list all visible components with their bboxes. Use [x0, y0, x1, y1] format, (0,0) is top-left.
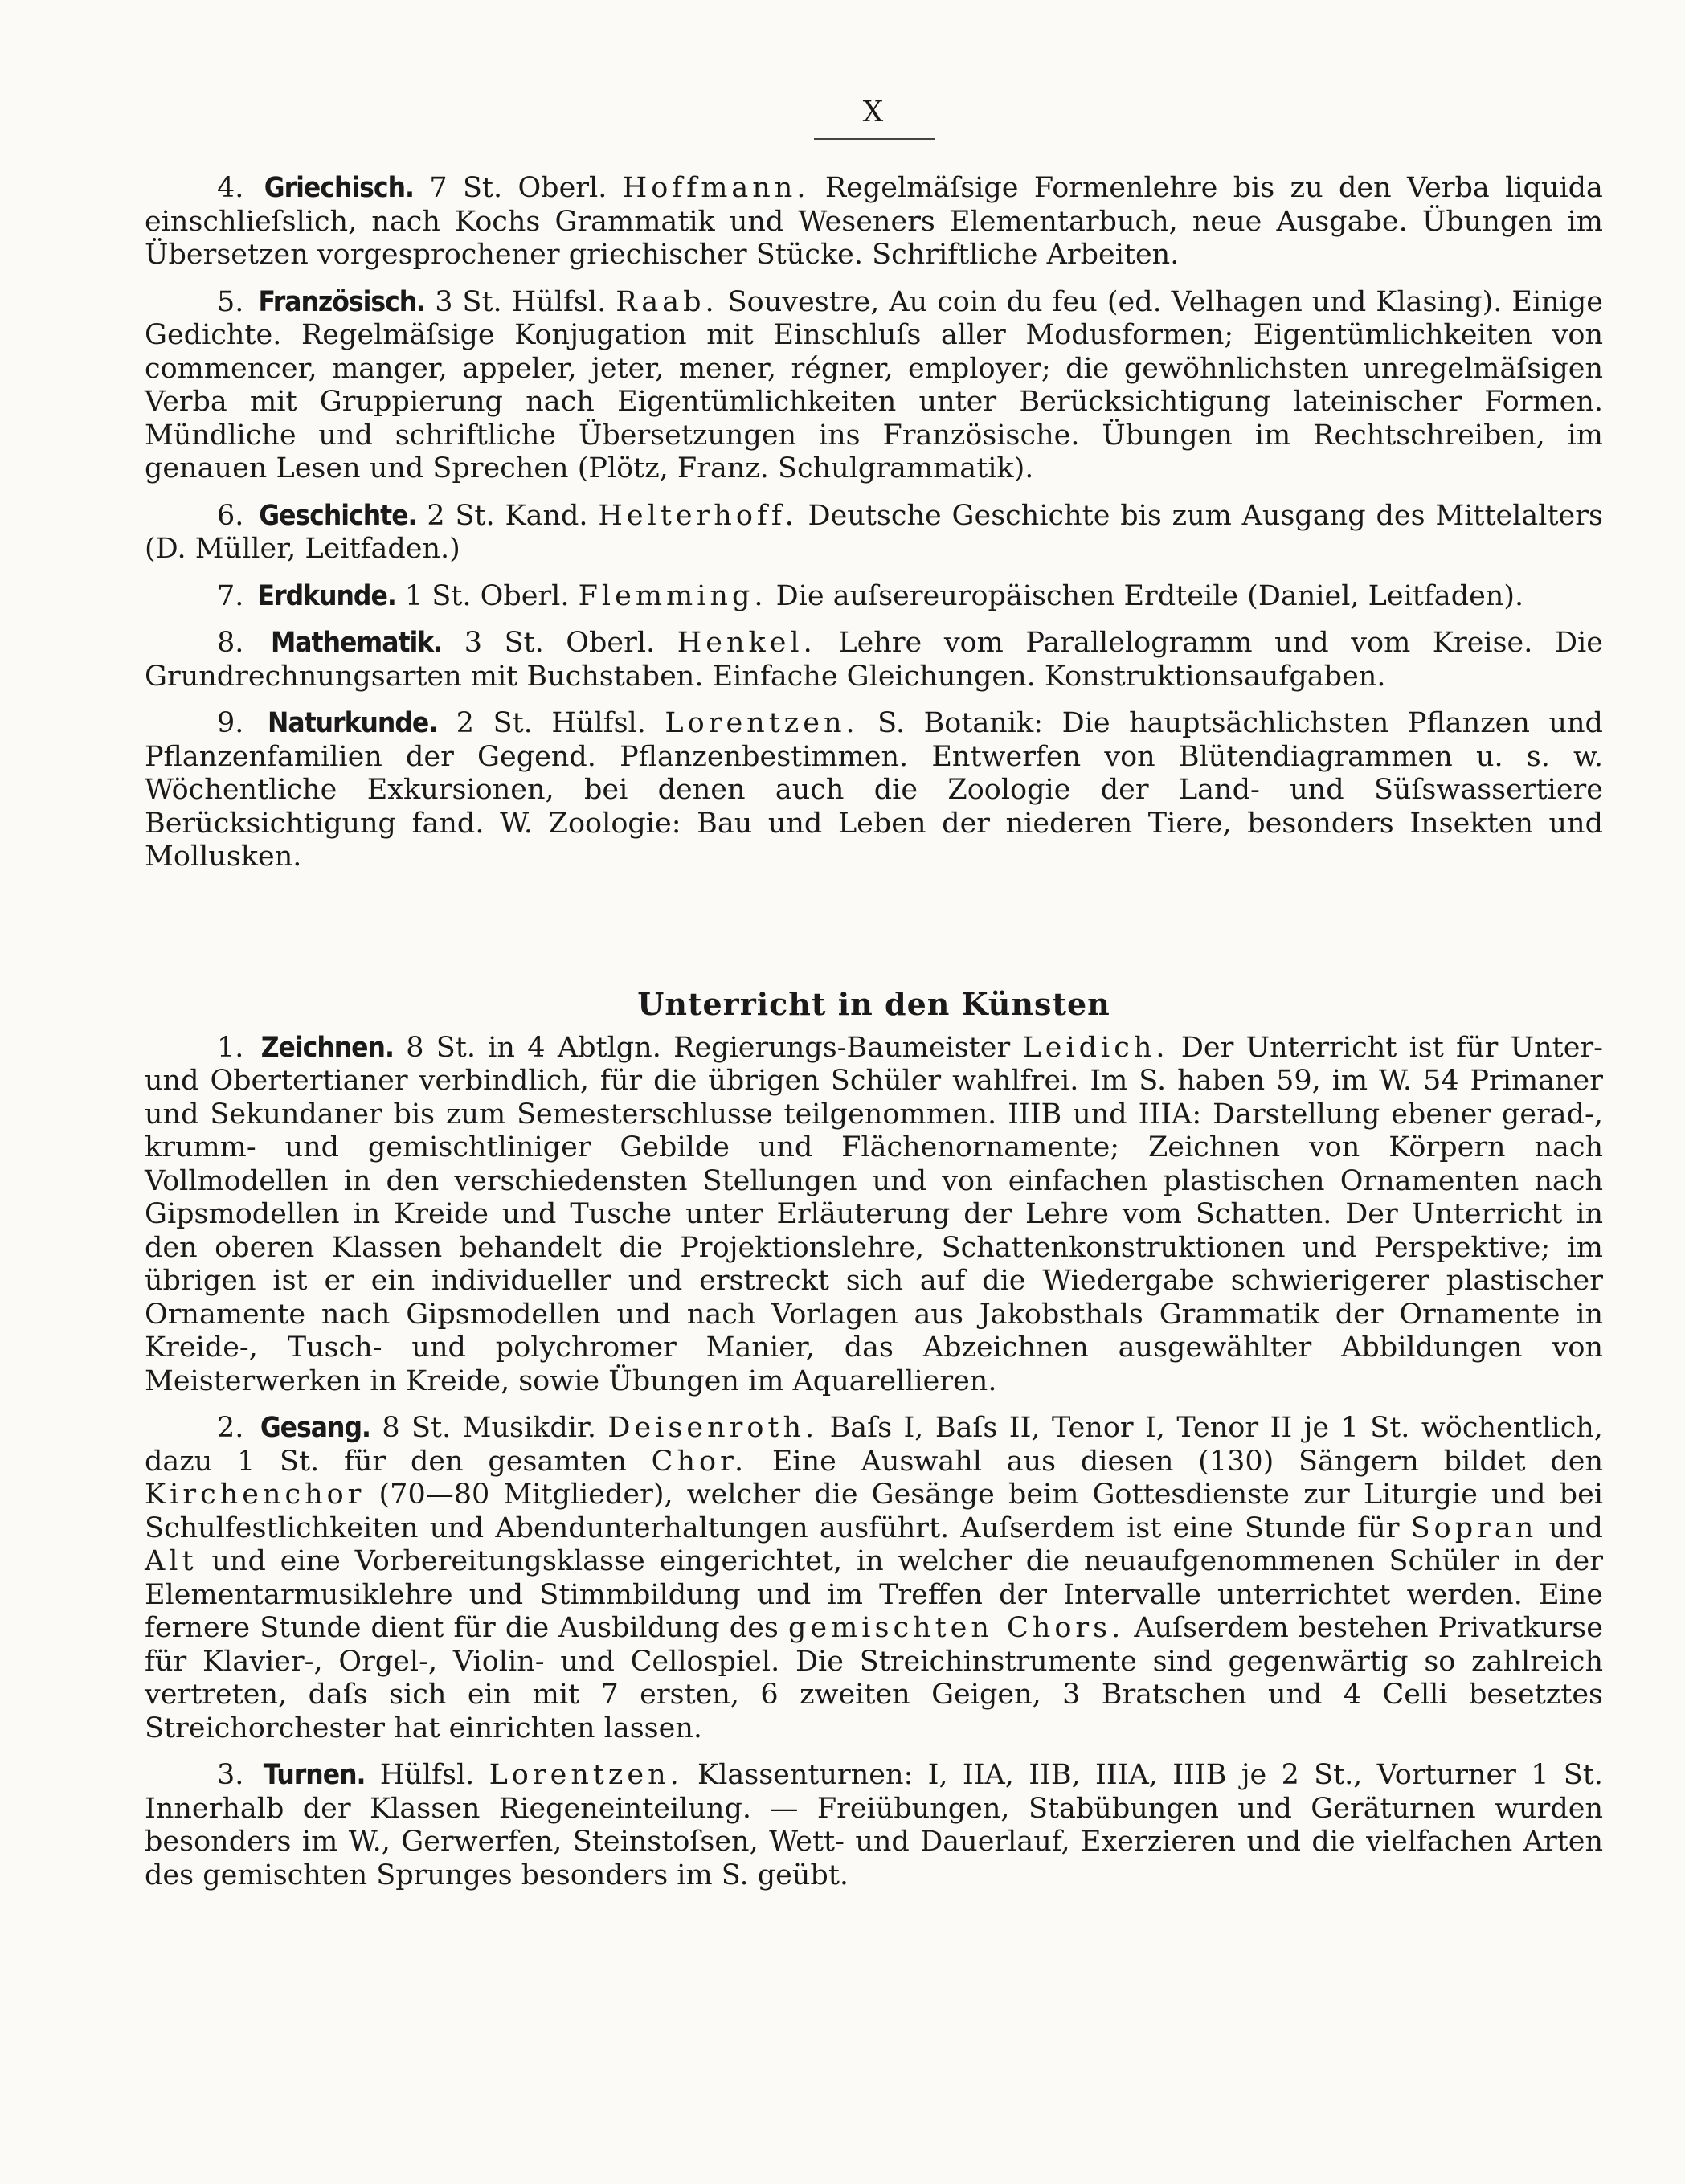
section-number: 7.: [217, 579, 244, 612]
subject-title: Zeichnen.: [260, 1031, 394, 1064]
section-number: 3.: [217, 1759, 244, 1791]
section-text: Souvestre, Au coin du feu (ed. Velhagen und Klasing). Einige Gedichte. Regelmäſsige Konjugation mit Einschluſs aller Modusformen; Eigentümlichkeiten von commencer, manger, appeler, jeter, mener, régner, employer; die gewöhnlichsten unregelmäſsigen Verba mit Gruppierung nach Eigentümlichkeiten unter Berücksichtigung lateinischer Formen. Mündliche und schriftliche Übersetzungen ins Französische. Übungen im Rechtschreiben, im genauen Lesen und Sprechen (Plötz, Franz. Schulgrammatik).: [145, 285, 1603, 485]
page-number: X: [862, 96, 885, 129]
hours-info: 3 St. Hülfsl.: [435, 285, 607, 318]
spaced-term: Chor.: [651, 1445, 748, 1478]
teacher-name: Lorentzen.: [489, 1759, 683, 1791]
section-number: 1.: [217, 1031, 244, 1064]
subject-title: Naturkunde.: [267, 707, 438, 739]
section-franzoesisch: [145, 286, 1603, 486]
section-text: und eine Vorbereitungsklasse eingerichtet, in welcher die neuaufgenommenen Schüler in der Elementarmusiklehre und Stimmbildung und im Treffen der Intervalle unterrichtet werden. Eine fernere Stunde dient für die Ausbildung des: [145, 1545, 1603, 1644]
teacher-name: Raab.: [616, 285, 718, 318]
document-page: [145, 96, 1603, 1906]
section-erdkunde: [145, 580, 1603, 614]
hours-info: 7 St. Oberl.: [429, 172, 607, 204]
hours-info: 2 St. Kand.: [427, 499, 588, 532]
section-number: 6.: [217, 499, 244, 532]
section-text: Deutsche Geschichte bis zum Ausgang des Mittelalters (D. Müller, Leitfaden.): [145, 499, 1603, 565]
section-zeichnen: [145, 1032, 1603, 1399]
teacher-name: Hoffmann.: [622, 172, 810, 204]
teacher-name: Henkel.: [677, 627, 816, 659]
hours-info: 1 St. Oberl.: [404, 579, 570, 612]
section-mathematik: [145, 627, 1603, 693]
teacher-name: Deisenroth.: [607, 1412, 819, 1444]
teacher-name: Helterhoff.: [598, 499, 798, 532]
section-turnen: [145, 1759, 1603, 1892]
section-number: 8.: [217, 627, 244, 659]
subject-title: Erdkunde.: [257, 579, 396, 612]
section-text: Regelmäſsige Formenlehre bis zu den Verba liquida einschlieſslich, nach Kochs Grammatik und Weseners Elementarbuch, neue Ausgabe. Übungen im Übersetzen vorgesprochener griechischer Stücke. Schriftliche Arbeiten.: [145, 172, 1603, 271]
section-number: 4.: [217, 172, 244, 204]
section-griechisch: [145, 172, 1603, 272]
subject-title: Mathematik.: [270, 627, 443, 659]
hours-info: Hülfsl.: [379, 1759, 475, 1791]
hours-info: 8 St. Musikdir.: [382, 1412, 596, 1444]
spaced-term: Alt: [145, 1545, 198, 1577]
subject-title: Gesang.: [260, 1412, 370, 1444]
section-text: und: [1548, 1511, 1603, 1544]
hours-info: 2 St. Hülfsl.: [456, 707, 646, 739]
section-text: Klassenturnen: I, IIA, IIB, IIIA, IIIB je 2 St., Vorturner 1 St. Innerhalb der Klassen Riegeneinteilung. — Freiübungen, Stabübungen und Geräturnen wurden besonders im W., Gerwerfen, Steinstoſsen, Wett- und Dauerlauf, Exerzieren und die vielfachen Arten des gemischten Sprunges besonders im S. geübt.: [145, 1759, 1603, 1892]
section-text: Die auſsereuropäischen Erdteile (Daniel, Leitfaden).: [775, 579, 1524, 612]
subject-title: Griechisch.: [264, 172, 414, 204]
section-number: 2.: [217, 1412, 244, 1444]
section-text: Der Unterricht ist für Unter- und Obertertianer verbindlich, für die übrigen Schüler wahlfrei. Im S. haben 59, im W. 54 Primaner und Sekundaner bis zum Semesterschlusse teilgenommen. IIIB und IIIA: Darstellung ebener gerad-, krumm- und gemischtliniger Gebilde und Flächenornamente; Zeichnen von Körpern nach Vollmodellen in den verschiedensten Stellungen und von einfachen plastischen Ornamenten nach Gipsmodellen in Kreide und Tusche unter Erläuterung der Lehre vom Schatten. Der Unterricht in den oberen Klassen behandelt die Projektionslehre, Schattenkonstruktionen und Perspektive; im übrigen ist er ein individueller und erstreckt sich auf die Wiedergabe schwierigerer plastischer Ornamente nach Gipsmodellen und nach Vorlagen aus Jakobsthals Grammatik der Ornamente in Kreide-, Tusch- und polychromer Manier, das Abzeichnen ausgewählter Abbildungen von Meisterwerken in Kreide, sowie Übungen im Aquarellieren.: [145, 1031, 1603, 1397]
section-text: Eine Auswahl aus diesen (130) Sängern bildet den: [771, 1445, 1604, 1478]
teacher-name: Flemming.: [578, 579, 767, 612]
subject-title: Geschichte.: [259, 499, 417, 532]
arts-heading: Unterricht in den Künsten: [637, 985, 1110, 1022]
section-number: 9.: [217, 707, 244, 739]
section-text: Baſs I, Baſs II, Tenor I, Tenor II je 1 St. wöchentlich, dazu 1 St. für den gesamten: [145, 1412, 1603, 1478]
section-text: Auſserdem bestehen Privatkurse für Klavier-, Orgel-, Violin- und Cellospiel. Die Streichinstrumente sind gegenwärtig so zahlreich vertreten, daſs sich ein mit 7 ersten, 6 zweiten Geigen, 3 Bratschen und 4 Celli besetztes Streichorchester hat einrichten lassen.: [145, 1612, 1603, 1744]
spaced-term: Sopran: [1410, 1511, 1538, 1544]
subject-title: Turnen.: [263, 1759, 366, 1791]
section-text: Lehre vom Parallelogramm und vom Kreise. Die Grundrechnungsarten mit Buchstaben. Einfache Gleichungen. Konstruktionsaufgaben.: [145, 627, 1603, 693]
hours-info: 8 St. in 4 Abtlgn. Regierungs-Baumeister: [406, 1031, 1011, 1064]
page-number-rule: [814, 138, 935, 140]
section-number: 5.: [217, 285, 244, 318]
spaced-term: Kirchenchor: [145, 1478, 366, 1511]
section-text: S. Botanik: Die hauptsächlichsten Pflanzen und Pflanzenfamilien der Gegend. Pflanzenbestimmen. Entwerfen von Blütendiagrammen u. s. w. Wöchentliche Exkursionen, bei denen auch die Zoologie der Land- und Süſswassertiere Berücksichtigung fand. W. Zoologie: Bau und Leben der niederen Tiere, besonders Insekten und Mollusken.: [145, 707, 1603, 873]
teacher-name: Leidich.: [1022, 1031, 1169, 1064]
section-geschichte: [145, 500, 1603, 566]
section-gesang: [145, 1412, 1603, 1745]
hours-info: 3 St. Oberl.: [464, 627, 656, 659]
subject-title: Französisch.: [258, 285, 426, 318]
section-naturkunde: [145, 707, 1603, 874]
spaced-term: gemischten Chors.: [787, 1612, 1125, 1644]
teacher-name: Lorentzen.: [665, 707, 859, 739]
section-text: (70—80 Mitglieder), welcher die Gesänge beim Gottesdienste zur Liturgie und bei Schulfestlichkeiten und Abendunterhaltungen ausführt. Auſserdem ist eine Stunde für: [145, 1478, 1603, 1544]
